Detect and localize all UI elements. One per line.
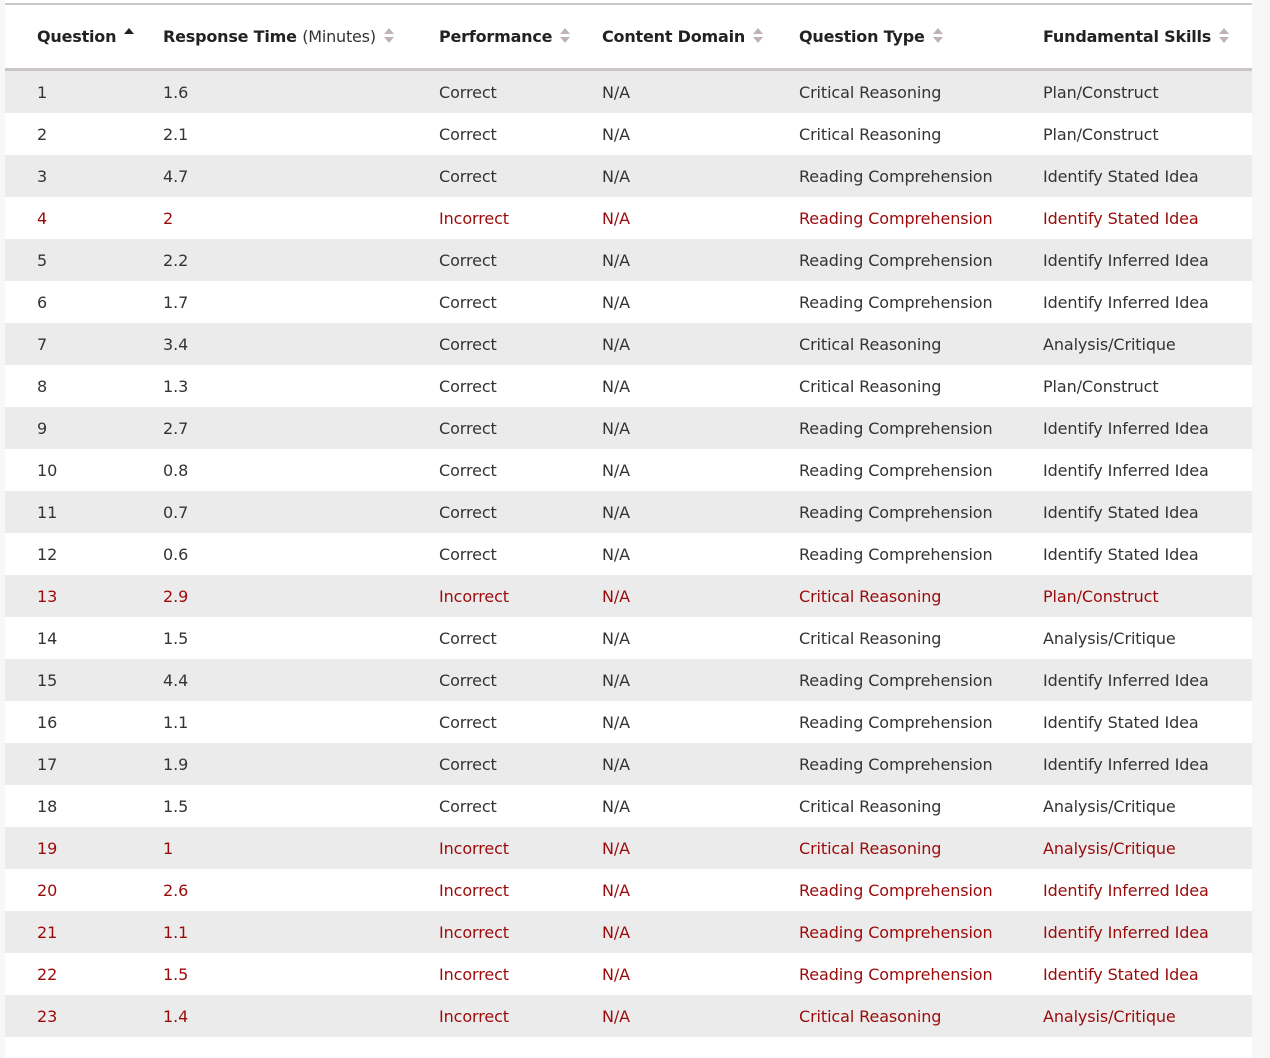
- cell-content-domain: N/A: [602, 208, 631, 228]
- cell-question-type: Critical Reasoning: [799, 124, 942, 144]
- cell-question: 5: [37, 250, 48, 270]
- cell-response-time: 1.4: [163, 1006, 189, 1026]
- cell-performance: Correct: [439, 82, 497, 102]
- cell-response-time: 1.5: [163, 964, 189, 984]
- cell-fundamental-skills: Identify Inferred Idea: [1043, 418, 1209, 438]
- cell-content-domain: N/A: [602, 460, 631, 480]
- column-header-question-type[interactable]: [799, 4, 1043, 70]
- column-header-response-time[interactable]: [163, 4, 439, 70]
- sort-icon[interactable]: [753, 27, 763, 45]
- column-label: Content Domain: [602, 27, 746, 46]
- cell-performance: Incorrect: [439, 838, 509, 858]
- cell-content-domain: N/A: [602, 754, 631, 774]
- cell-response-time: 2.2: [163, 250, 189, 270]
- cell-question: 2: [37, 124, 48, 144]
- cell-response-time: 1.9: [163, 754, 189, 774]
- cell-response-time: 1.3: [163, 376, 189, 396]
- cell-fundamental-skills: Identify Stated Idea: [1043, 712, 1199, 732]
- cell-content-domain: N/A: [602, 1006, 631, 1026]
- cell-content-domain: N/A: [602, 964, 631, 984]
- cell-question-type: Reading Comprehension: [799, 502, 993, 522]
- table-row: [5, 491, 1252, 533]
- table-body: [5, 70, 1252, 1038]
- cell-performance: Correct: [439, 376, 497, 396]
- cell-response-time: 2.1: [163, 124, 189, 144]
- cell-response-time: 1.1: [163, 922, 189, 942]
- cell-content-domain: N/A: [602, 880, 631, 900]
- cell-question: 4: [37, 208, 48, 228]
- table-row: [5, 407, 1252, 449]
- table-row: [5, 701, 1252, 743]
- sort-icon[interactable]: [384, 27, 394, 45]
- cell-performance: Correct: [439, 460, 497, 480]
- column-label: Response Time: [163, 27, 297, 46]
- cell-response-time: 1: [163, 838, 174, 858]
- cell-fundamental-skills: Plan/Construct: [1043, 82, 1159, 102]
- cell-performance: Incorrect: [439, 1006, 509, 1026]
- table-row: [5, 659, 1252, 701]
- cell-question-type: Critical Reasoning: [799, 82, 942, 102]
- cell-question-type: Critical Reasoning: [799, 628, 942, 648]
- cell-question-type: Critical Reasoning: [799, 838, 942, 858]
- cell-fundamental-skills: Plan/Construct: [1043, 586, 1159, 606]
- table-row: [5, 197, 1252, 239]
- cell-response-time: 2: [163, 208, 174, 228]
- cell-fundamental-skills: Identify Inferred Idea: [1043, 460, 1209, 480]
- cell-response-time: 3.4: [163, 334, 189, 354]
- cell-fundamental-skills: Plan/Construct: [1043, 124, 1159, 144]
- cell-performance: Incorrect: [439, 922, 509, 942]
- cell-response-time: 2.9: [163, 586, 189, 606]
- table-row: [5, 743, 1252, 785]
- cell-performance: Correct: [439, 250, 497, 270]
- cell-question-type: Reading Comprehension: [799, 208, 993, 228]
- cell-question: 12: [37, 544, 58, 564]
- column-header-content-domain[interactable]: [602, 4, 799, 70]
- table-row: [5, 827, 1252, 869]
- cell-response-time: 2.7: [163, 418, 189, 438]
- sort-ascending-icon[interactable]: [124, 27, 134, 45]
- cell-fundamental-skills: Identify Stated Idea: [1043, 208, 1199, 228]
- cell-response-time: 4.4: [163, 670, 189, 690]
- cell-performance: Incorrect: [439, 964, 509, 984]
- cell-question: 18: [37, 796, 58, 816]
- cell-performance: Correct: [439, 418, 497, 438]
- cell-performance: Correct: [439, 166, 497, 186]
- cell-content-domain: N/A: [602, 502, 631, 522]
- cell-content-domain: N/A: [602, 922, 631, 942]
- column-label: Performance: [439, 27, 553, 46]
- table-row: [5, 953, 1252, 995]
- cell-question: 20: [37, 880, 58, 900]
- cell-question: 23: [37, 1006, 58, 1026]
- cell-performance: Correct: [439, 334, 497, 354]
- cell-performance: Correct: [439, 670, 497, 690]
- cell-content-domain: N/A: [602, 250, 631, 270]
- cell-performance: Correct: [439, 124, 497, 144]
- cell-fundamental-skills: Identify Inferred Idea: [1043, 670, 1209, 690]
- table-row: [5, 239, 1252, 281]
- cell-performance: Correct: [439, 712, 497, 732]
- cell-fundamental-skills: Analysis/Critique: [1043, 796, 1176, 816]
- cell-question-type: Reading Comprehension: [799, 922, 993, 942]
- sort-icon[interactable]: [933, 27, 943, 45]
- cell-fundamental-skills: Analysis/Critique: [1043, 628, 1176, 648]
- cell-content-domain: N/A: [602, 628, 631, 648]
- cell-performance: Correct: [439, 544, 497, 564]
- cell-question: 10: [37, 460, 58, 480]
- column-header-question[interactable]: [5, 4, 163, 70]
- cell-question-type: Reading Comprehension: [799, 544, 993, 564]
- cell-performance: Incorrect: [439, 208, 509, 228]
- cell-fundamental-skills: Identify Inferred Idea: [1043, 880, 1209, 900]
- cell-question-type: Critical Reasoning: [799, 1006, 942, 1026]
- cell-question-type: Reading Comprehension: [799, 880, 993, 900]
- table-row: [5, 323, 1252, 365]
- cell-fundamental-skills: Plan/Construct: [1043, 376, 1159, 396]
- cell-content-domain: N/A: [602, 166, 631, 186]
- cell-question: 7: [37, 334, 48, 354]
- column-label: Question: [37, 27, 117, 46]
- table-row: [5, 113, 1252, 155]
- question-results-table: [5, 3, 1252, 1037]
- cell-performance: Incorrect: [439, 586, 509, 606]
- cell-question-type: Reading Comprehension: [799, 292, 993, 312]
- cell-content-domain: N/A: [602, 838, 631, 858]
- cell-response-time: 0.7: [163, 502, 189, 522]
- header-row: [5, 4, 1252, 70]
- table-row: [5, 70, 1252, 114]
- cell-question: 21: [37, 922, 58, 942]
- cell-question: 19: [37, 838, 58, 858]
- cell-question: 6: [37, 292, 48, 312]
- cell-question: 9: [37, 418, 48, 438]
- cell-content-domain: N/A: [602, 292, 631, 312]
- cell-question-type: Reading Comprehension: [799, 670, 993, 690]
- table-row: [5, 617, 1252, 659]
- cell-fundamental-skills: Analysis/Critique: [1043, 1006, 1176, 1026]
- cell-fundamental-skills: Identify Stated Idea: [1043, 964, 1199, 984]
- cell-fundamental-skills: Identify Inferred Idea: [1043, 250, 1209, 270]
- cell-response-time: 1.5: [163, 628, 189, 648]
- column-label: Question Type: [799, 27, 925, 46]
- table-row: [5, 281, 1252, 323]
- cell-content-domain: N/A: [602, 334, 631, 354]
- cell-fundamental-skills: Analysis/Critique: [1043, 334, 1176, 354]
- table-row: [5, 533, 1252, 575]
- cell-performance: Correct: [439, 292, 497, 312]
- sort-icon[interactable]: [1219, 27, 1229, 45]
- cell-question-type: Critical Reasoning: [799, 586, 942, 606]
- cell-performance: Correct: [439, 628, 497, 648]
- cell-content-domain: N/A: [602, 670, 631, 690]
- cell-content-domain: N/A: [602, 82, 631, 102]
- cell-fundamental-skills: Identify Stated Idea: [1043, 544, 1199, 564]
- cell-question-type: Reading Comprehension: [799, 460, 993, 480]
- cell-response-time: 1.7: [163, 292, 189, 312]
- cell-fundamental-skills: Identify Stated Idea: [1043, 166, 1199, 186]
- column-header-fundamental-skills[interactable]: [1043, 4, 1252, 70]
- cell-question-type: Reading Comprehension: [799, 712, 993, 732]
- table-row: [5, 911, 1252, 953]
- cell-question-type: Critical Reasoning: [799, 376, 942, 396]
- cell-question-type: Critical Reasoning: [799, 334, 942, 354]
- cell-question: 22: [37, 964, 58, 984]
- cell-question: 17: [37, 754, 58, 774]
- cell-question: 15: [37, 670, 58, 690]
- cell-performance: Correct: [439, 502, 497, 522]
- table-row: [5, 869, 1252, 911]
- cell-question-type: Reading Comprehension: [799, 250, 993, 270]
- sort-icon[interactable]: [560, 27, 570, 45]
- cell-question: 1: [37, 82, 48, 102]
- cell-performance: Correct: [439, 754, 497, 774]
- cell-response-time: 4.7: [163, 166, 189, 186]
- cell-response-time: 2.6: [163, 880, 189, 900]
- cell-response-time: 1.6: [163, 82, 189, 102]
- cell-fundamental-skills: Identify Inferred Idea: [1043, 292, 1209, 312]
- cell-question: 3: [37, 166, 48, 186]
- cell-fundamental-skills: Identify Stated Idea: [1043, 502, 1199, 522]
- cell-response-time: 0.6: [163, 544, 189, 564]
- column-sublabel: (Minutes): [302, 27, 376, 46]
- cell-response-time: 1.5: [163, 796, 189, 816]
- cell-question-type: Reading Comprehension: [799, 754, 993, 774]
- cell-content-domain: N/A: [602, 418, 631, 438]
- cell-performance: Incorrect: [439, 880, 509, 900]
- cell-content-domain: N/A: [602, 124, 631, 144]
- table-header: [5, 4, 1252, 70]
- cell-question-type: Reading Comprehension: [799, 964, 993, 984]
- cell-content-domain: N/A: [602, 712, 631, 732]
- column-header-performance[interactable]: [439, 4, 602, 70]
- column-label: Fundamental Skills: [1043, 27, 1212, 46]
- cell-question-type: Reading Comprehension: [799, 166, 993, 186]
- cell-question: 11: [37, 502, 58, 522]
- cell-content-domain: N/A: [602, 796, 631, 816]
- cell-question: 14: [37, 628, 58, 648]
- table-row: [5, 365, 1252, 407]
- cell-response-time: 1.1: [163, 712, 189, 732]
- table-row: [5, 155, 1252, 197]
- cell-performance: Correct: [439, 796, 497, 816]
- cell-response-time: 0.8: [163, 460, 189, 480]
- table-row: [5, 575, 1252, 617]
- table-row: [5, 995, 1252, 1037]
- results-table-container: [5, 0, 1252, 1058]
- table-row: [5, 449, 1252, 491]
- cell-question-type: Reading Comprehension: [799, 418, 993, 438]
- cell-content-domain: N/A: [602, 544, 631, 564]
- cell-fundamental-skills: Identify Inferred Idea: [1043, 754, 1209, 774]
- table-row: [5, 785, 1252, 827]
- cell-fundamental-skills: Identify Inferred Idea: [1043, 922, 1209, 942]
- cell-fundamental-skills: Analysis/Critique: [1043, 838, 1176, 858]
- cell-question: 16: [37, 712, 58, 732]
- cell-question-type: Critical Reasoning: [799, 796, 942, 816]
- cell-content-domain: N/A: [602, 586, 631, 606]
- cell-content-domain: N/A: [602, 376, 631, 396]
- cell-question: 13: [37, 586, 58, 606]
- cell-question: 8: [37, 376, 48, 396]
